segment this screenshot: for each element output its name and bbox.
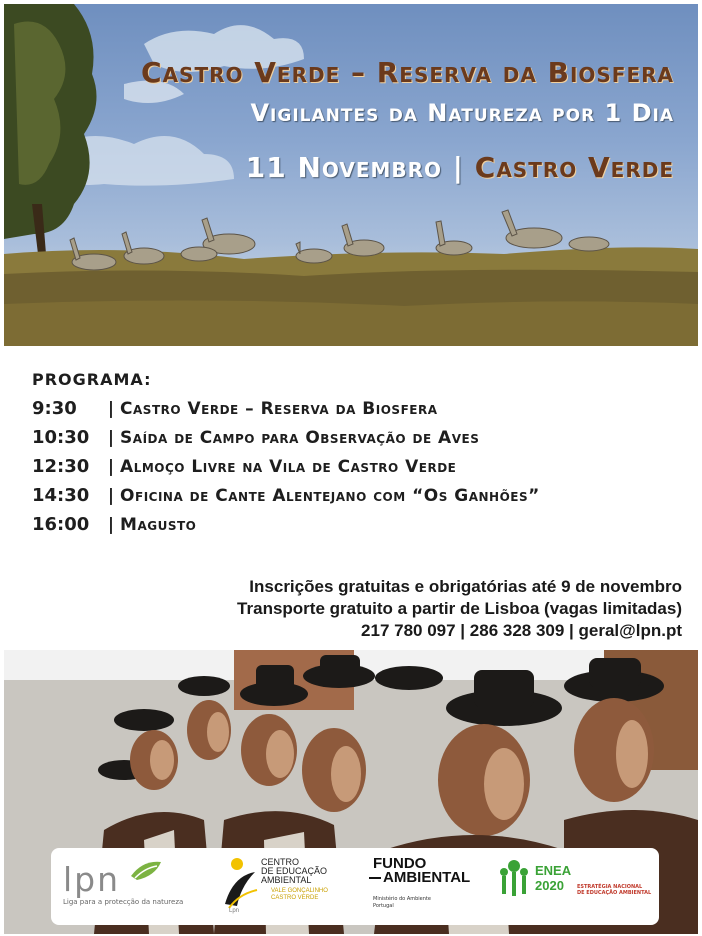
enea-logo[interactable] — [495, 848, 655, 925]
event-date: 11 Novembro | — [245, 151, 465, 184]
program-item — [32, 456, 672, 485]
program-separator: | — [102, 486, 121, 506]
lpn-tagline: Liga para a protecção da natureza — [63, 898, 184, 906]
program-description: Saída de Campo para Observação de Aves — [120, 428, 480, 448]
fundo-ambiental-logo[interactable] — [369, 848, 489, 925]
enea-sub1: ESTRATÉGIA NACIONAL — [577, 884, 643, 890]
contact-line[interactable]: 217 780 097 | 286 328 309 | geral@lpn.pt — [361, 621, 682, 640]
centro-sub1: VALE GONÇALINHO — [271, 888, 328, 894]
bird-leaf-icon — [129, 858, 163, 884]
program-heading: PROGRAMA: — [32, 370, 152, 389]
centro-sub2: CASTRO VERDE — [271, 895, 319, 901]
program-description: Almoço Livre na Vila de Castro Verde — [120, 457, 457, 477]
centro-line1: CENTRO — [261, 857, 299, 867]
lpn-logo[interactable] — [51, 848, 221, 925]
tree-people-icon — [499, 858, 529, 898]
program-time: 9:30 — [32, 398, 77, 419]
fundo-line1: FUNDO — [373, 855, 427, 872]
fundo-dash — [369, 877, 381, 879]
program-separator: | — [102, 428, 121, 448]
program-time: 10:30 — [32, 427, 90, 448]
program-description: Magusto — [120, 515, 197, 535]
program-separator: | — [102, 399, 121, 419]
program-item — [32, 398, 672, 427]
enea-sub2: DE EDUCAÇÃO AMBIENTAL — [577, 890, 652, 896]
fundo-sub1: Ministério do Ambiente — [373, 896, 431, 902]
program-time: 16:00 — [32, 514, 90, 535]
enea-line2: 2020 — [535, 878, 564, 893]
lpn-wordmark: lpn — [63, 860, 121, 899]
program-section — [32, 370, 672, 543]
transport-note: Transporte gratuito a partir de Lisboa (vagas limitadas) — [237, 599, 682, 618]
program-time: 14:30 — [32, 485, 90, 506]
program-item — [32, 485, 672, 514]
centro-line2: DE EDUCAÇÃO — [261, 866, 328, 876]
centro-line3: AMBIENTAL — [261, 875, 312, 885]
program-separator: | — [102, 515, 121, 535]
centro-mark: Lpn — [229, 908, 240, 914]
centro-educacao-logo[interactable] — [219, 848, 369, 925]
fundo-sub2: Portugal — [373, 903, 394, 909]
event-date-location — [246, 151, 674, 184]
registration-info — [237, 576, 682, 642]
program-separator: | — [102, 457, 121, 477]
program-description: Oficina de Cante Alentejano com “Os Ganhões” — [120, 486, 540, 506]
swoosh-emblem-icon — [223, 854, 259, 910]
event-location: Castro Verde — [474, 151, 674, 184]
partner-logo-bar — [51, 848, 659, 925]
fundo-line2: AMBIENTAL — [383, 869, 471, 886]
enea-line1: ENEA — [535, 863, 572, 878]
registration-note: Inscrições gratuitas e obrigatórias até 9 de novembro — [249, 577, 682, 596]
program-description: Castro Verde – Reserva da Biosfera — [120, 399, 438, 419]
hero-banner — [4, 4, 698, 346]
event-title: Castro Verde – Reserva da Biosfera — [141, 56, 674, 89]
program-item — [32, 427, 672, 456]
program-item — [32, 514, 672, 543]
event-subtitle: Vigilantes da Natureza por 1 Dia — [250, 99, 674, 127]
program-time: 12:30 — [32, 456, 90, 477]
